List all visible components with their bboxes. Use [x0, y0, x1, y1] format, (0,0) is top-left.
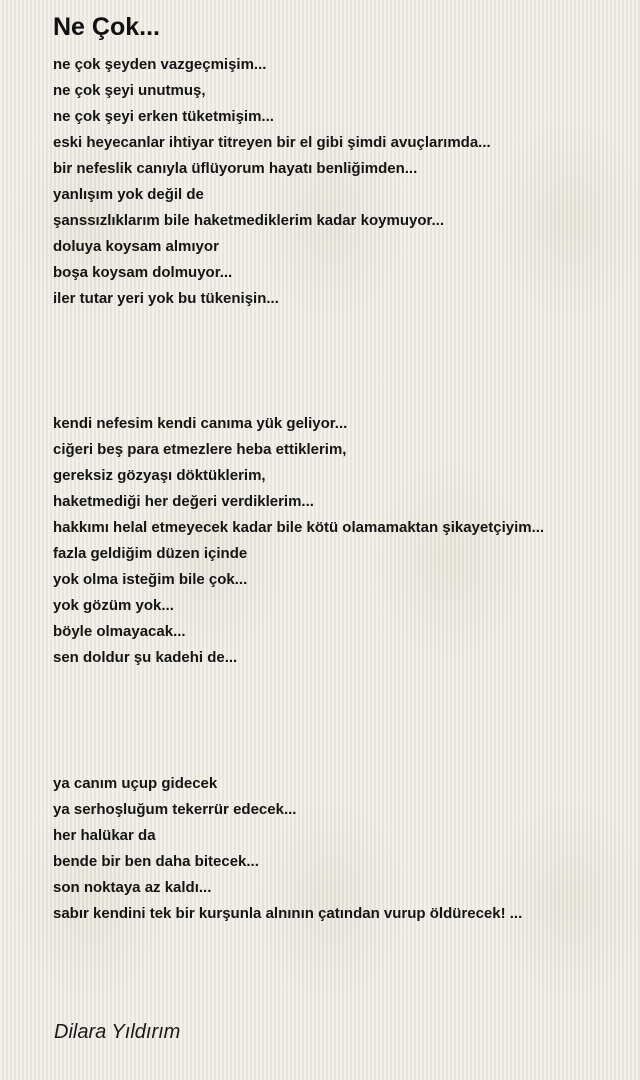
poem-line: eski heyecanlar ihtiyar titreyen bir el gibi şimdi avuçlarımda... — [53, 134, 491, 151]
poem-line: fazla geldiğim düzen içinde — [53, 545, 248, 562]
stanza-3 — [53, 771, 522, 927]
poem-line: şanssızlıklarım bile haketmediklerim kadar koymuyor... — [53, 212, 445, 229]
stanza-2 — [53, 411, 544, 671]
poem-line: ya canım uçup gidecek — [53, 775, 218, 792]
poem-author: Dilara Yıldırım — [54, 1021, 181, 1043]
poem-line: ne çok şeyi erken tüketmişim... — [53, 108, 274, 125]
poem-line: bir nefeslik canıyla üflüyorum hayatı benliğimden... — [53, 160, 418, 177]
poem-line: doluya koysam almıyor — [53, 238, 219, 255]
poem-line: haketmediği her değeri verdiklerim... — [53, 493, 314, 510]
poem-line: ne çok şeyi unutmuş, — [53, 82, 206, 99]
poem-line: ya serhoşluğum tekerrür edecek... — [53, 801, 297, 818]
poem-line: kendi nefesim kendi canıma yük geliyor... — [53, 415, 348, 432]
poem-line: son noktaya az kaldı... — [53, 879, 212, 896]
poem-line: böyle olmayacak... — [53, 623, 186, 640]
poem-line: yanlışım yok değil de — [53, 186, 204, 203]
poem-line: yok gözüm yok... — [53, 597, 174, 614]
poem-title: Ne Çok... — [53, 13, 160, 41]
poem-line: sen doldur şu kadehi de... — [53, 649, 238, 666]
poem-line: hakkımı helal etmeyecek kadar bile kötü olamamaktan şikayetçiyim... — [53, 519, 545, 536]
poem-line: sabır kendini tek bir kurşunla alnının çatından vurup öldürecek! ... — [53, 905, 523, 922]
stanza-1 — [53, 52, 491, 312]
poem-line: ciğeri beş para etmezlere heba ettiklerim, — [53, 441, 347, 458]
poem-line: yok olma isteğim bile çok... — [53, 571, 248, 588]
poem-line: boşa koysam dolmuyor... — [53, 264, 233, 281]
poem-line: gereksiz gözyaşı döktüklerim, — [53, 467, 266, 484]
poem-line: ne çok şeyden vazgeçmişim... — [53, 56, 267, 73]
poem-line: iler tutar yeri yok bu tükenişin... — [53, 290, 279, 307]
poem-line: bende bir ben daha bitecek... — [53, 853, 259, 870]
poem-line: her halükar da — [53, 827, 156, 844]
